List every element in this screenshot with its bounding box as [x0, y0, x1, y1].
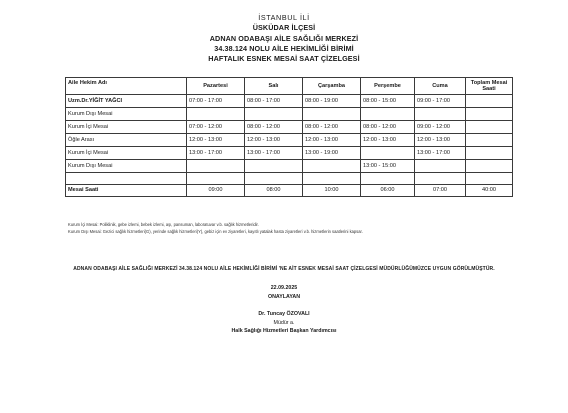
table-cell: [415, 160, 466, 173]
column-header-wednesday: Çarşamba: [303, 78, 361, 95]
table-cell: [466, 95, 513, 108]
table-cell: [466, 147, 513, 160]
column-header-thursday: Perşembe: [361, 78, 415, 95]
total-cell: [187, 185, 245, 197]
total-cell: [466, 185, 513, 197]
table-cell: [466, 173, 513, 185]
table-cell: 13:00 - 15:00: [361, 160, 415, 173]
table-cell: 08:00 - 12:00: [361, 121, 415, 134]
table-header-row: [66, 78, 513, 95]
table-row: [66, 134, 513, 147]
table-cell: 12:00 - 13:00: [303, 134, 361, 147]
total-cell-thursday: 06:00: [380, 187, 395, 194]
table-cell: [415, 173, 466, 185]
doctor-name: Uzm.Dr.YİĞİT YAĞCI: [66, 95, 187, 108]
header-center: ADNAN ODABAŞI AİLE SAĞLIĞI MERKEZİ: [209, 33, 359, 43]
header-unit: 34.38.124 NOLU AİLE HEKİMLİĞİ BİRİMİ: [214, 43, 354, 53]
table-row: [66, 173, 513, 185]
footnotes: [68, 221, 363, 235]
total-row-label: Mesai Saati: [66, 185, 187, 197]
signature-block: [0, 310, 568, 336]
table-cell: 08:00 - 19:00: [303, 95, 361, 108]
footnote-internal: Kurum İçi Mesai: Poliklinik, gebe izlemi, bebek izlemi, aşı, pansuman, laboratuvar v.b. sağlık hizmetleridir.: [68, 222, 259, 227]
table-cell: 09:00 - 17:00: [415, 95, 466, 108]
table-cell: 12:00 - 13:00: [361, 134, 415, 147]
total-cell-monday: 09:00: [208, 187, 223, 194]
approval-block: [0, 284, 568, 301]
total-weekly-hours: 40:00: [482, 187, 496, 194]
total-cell: [415, 185, 466, 197]
table-cell: [303, 173, 361, 185]
table-cell: 12:00 - 13:00: [415, 134, 466, 147]
header-district: ÜSKÜDAR İLÇESİ: [252, 23, 316, 33]
column-header-tuesday: Salı: [245, 78, 303, 95]
table-cell: [466, 134, 513, 147]
table-cell: 13:00 - 19:00: [303, 147, 361, 160]
table-row: [66, 108, 513, 121]
row-label: Kurum İçi Mesai: [66, 121, 187, 134]
signer-name: Dr. Tuncay ÖZOVALI: [258, 311, 310, 317]
approval-status: ONAYLAYAN: [267, 293, 301, 300]
table-cell: [303, 108, 361, 121]
table-cell: [187, 108, 245, 121]
table-row: [66, 95, 513, 108]
schedule-table: [65, 77, 513, 197]
document-title: HAFTALIK ESNEK MESAİ SAAT ÇİZELGESİ: [208, 54, 360, 64]
table-cell: 13:00 - 17:00: [187, 147, 245, 160]
column-header-monday: Pazartesi: [187, 78, 245, 95]
table-cell: [303, 160, 361, 173]
table-cell: 12:00 - 13:00: [187, 134, 245, 147]
table-cell: [415, 108, 466, 121]
total-cell-tuesday: 08:00: [266, 187, 281, 194]
table-cell: 09:00 - 12:00: [415, 121, 466, 134]
row-label: [66, 173, 187, 185]
total-cell-friday: 07:00: [433, 187, 447, 194]
total-cell: [361, 185, 415, 197]
table-cell: 13:00 - 17:00: [245, 147, 303, 160]
table-cell: [466, 121, 513, 134]
table-cell: 08:00 - 17:00: [245, 95, 303, 108]
column-header-friday: Cuma: [415, 78, 466, 95]
total-cell: [245, 185, 303, 197]
table-cell: [187, 160, 245, 173]
row-label: Kurum Dışı Mesai: [66, 160, 187, 173]
row-label: Öğle Arası: [66, 134, 187, 147]
table-cell: [245, 108, 303, 121]
table-cell: 08:00 - 12:00: [245, 121, 303, 134]
total-row: [66, 185, 513, 197]
table-cell: [245, 173, 303, 185]
signer-role: Müdür a.: [273, 319, 295, 326]
row-label: Kurum İçi Mesai: [66, 147, 187, 160]
total-cell: [303, 185, 361, 197]
table-cell: 08:00 - 15:00: [361, 95, 415, 108]
header-province: İSTANBUL İLİ: [258, 13, 310, 22]
table-cell: [361, 147, 415, 160]
signer-title: Halk Sağlığı Hizmetleri Başkan Yardımcısı: [231, 328, 337, 335]
approval-date: 22.09.2025: [270, 285, 298, 291]
table-cell: [187, 173, 245, 185]
table-row: [66, 147, 513, 160]
document-header: [0, 13, 568, 64]
table-cell: [361, 108, 415, 121]
table-cell: 07:00 - 12:00: [187, 121, 245, 134]
column-header-doctor: Aile Hekim Adı: [66, 78, 187, 95]
row-label: Kurum Dışı Mesai: [66, 108, 187, 121]
footnote-external: Kurum Dışı Mesai: Gezici sağlık hizmetleri(G), yerinde sağlık hizmetleri(Y), gebiz için ev ziyaretleri, kayıtlı yatalak hasta ziyaretleri v.b. hizmetlerin saatlerini kapsar.: [68, 229, 363, 234]
table-cell: 13:00 - 17:00: [415, 147, 466, 160]
table-cell: 07:00 - 17:00: [187, 95, 245, 108]
table-cell: [466, 108, 513, 121]
table-cell: [245, 160, 303, 173]
table-row: [66, 160, 513, 173]
table-cell: [466, 160, 513, 173]
total-cell-wednesday: 10:00: [324, 187, 339, 194]
column-header-total: Toplam Mesai Saati: [466, 78, 513, 95]
table-cell: 08:00 - 12:00: [303, 121, 361, 134]
table-row: [66, 121, 513, 134]
table-cell: 12:00 - 13:00: [245, 134, 303, 147]
approval-statement: ADNAN ODABAŞI AİLE SAĞLIĞI MERKEZİ 34.38.124 NOLU AİLE HEKİMLİĞİ BİRİMİ 'NE AİT ESNEK MESAİ SAAT ÇİZELGESİ MÜDÜRLÜĞÜMÜZCE UYGUN GÖRÜLMÜŞTÜR.: [73, 266, 495, 272]
table-cell: [361, 173, 415, 185]
